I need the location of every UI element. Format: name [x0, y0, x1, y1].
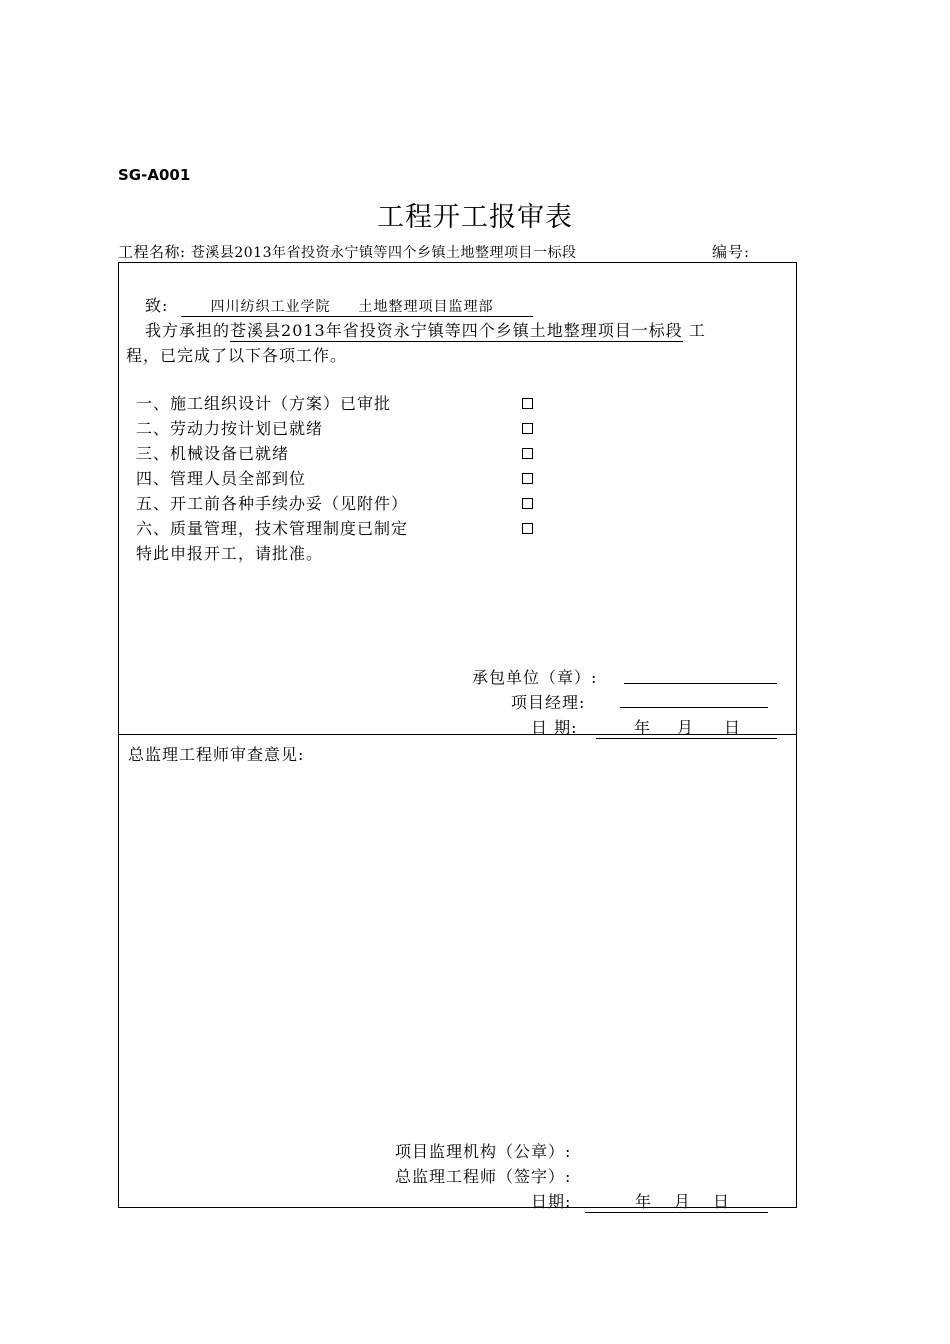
undertake-suffix: 工: [688, 321, 706, 340]
project-name-row: [118, 241, 576, 262]
checkbox-square[interactable]: [522, 398, 533, 409]
date-month: 月: [677, 718, 695, 737]
supervision-org-label: 项目监理机构（公章）:: [395, 1142, 572, 1161]
checklist-item-3: [136, 441, 289, 464]
project-name-value: 苍溪县2013年省投资永宁镇等四个乡镇土地整理项目一标段: [190, 245, 577, 261]
checklist-item-5: [136, 491, 408, 514]
checklist-item-6: [136, 516, 408, 539]
to-row: [145, 293, 533, 317]
to-org: 四川纺织工业学院: [210, 299, 331, 315]
date-label-1: 日 期:: [531, 718, 578, 737]
checklist-label: 三、机械设备已就绪: [136, 444, 290, 463]
checklist-label: 二、劳动力按计划已就绪: [136, 419, 324, 438]
checklist-label: 五、开工前各种手续办妥（见附件）: [136, 494, 409, 513]
checkbox-2[interactable]: [522, 419, 533, 438]
date-month: 月: [674, 1192, 692, 1211]
checklist-label: 六、质量管理，技术管理制度已制定: [136, 519, 409, 538]
date-day: 日: [713, 1192, 731, 1211]
contractor-label: 承包单位（章）:: [472, 668, 598, 687]
checklist-item-2: [136, 416, 323, 439]
review-opinion-area[interactable]: [128, 770, 788, 1130]
form-code: SG-A001: [118, 166, 191, 184]
project-name-label: 工程名称:: [118, 243, 186, 261]
date-field-1[interactable]: [596, 715, 777, 739]
checkbox-square[interactable]: [522, 473, 533, 484]
checklist-label: 四、管理人员全部到位: [136, 469, 307, 488]
date-year: 年: [634, 718, 652, 737]
review-label: 总监理工程师审查意见:: [128, 745, 305, 764]
checkbox-5[interactable]: [522, 494, 533, 513]
checklist-label: 一、施工组织设计（方案）已审批: [136, 394, 392, 413]
checkbox-4[interactable]: [522, 469, 533, 488]
date-label-2: 日期:: [531, 1192, 572, 1211]
undertake-row: [145, 318, 706, 342]
date-year: 年: [635, 1192, 653, 1211]
page-title: 工程开工报审表: [377, 202, 573, 233]
request-text: 特此申报开工，请批准。: [136, 544, 324, 563]
pm-label: 项目经理:: [511, 693, 586, 712]
checkbox-3[interactable]: [522, 444, 533, 463]
checkbox-square[interactable]: [522, 498, 533, 509]
checkbox-6[interactable]: [522, 519, 533, 538]
checkbox-1[interactable]: [522, 394, 533, 413]
serial-label: 编号:: [712, 243, 751, 261]
checkbox-square[interactable]: [522, 523, 533, 534]
contractor-field[interactable]: [624, 669, 777, 684]
undertake-line-2: 程，已完成了以下各项工作。: [126, 346, 348, 365]
date-day: 日: [724, 718, 742, 737]
to-label: 致:: [145, 296, 169, 315]
checkbox-square[interactable]: [522, 423, 533, 434]
checklist-item-1: [136, 391, 391, 414]
undertake-prefix: 我方承担的: [145, 321, 231, 340]
checklist-item-4: [136, 466, 306, 489]
to-field[interactable]: [181, 296, 533, 317]
date-field-2[interactable]: [585, 1189, 768, 1213]
undertake-project: 苍溪县2013年省投资永宁镇等四个乡镇土地整理项目一标段: [230, 318, 683, 342]
to-dept: 土地整理项目监理部: [358, 299, 494, 315]
chief-engineer-label: 总监理工程师（签字）:: [395, 1167, 572, 1186]
checkbox-square[interactable]: [522, 448, 533, 459]
pm-field[interactable]: [620, 693, 768, 708]
